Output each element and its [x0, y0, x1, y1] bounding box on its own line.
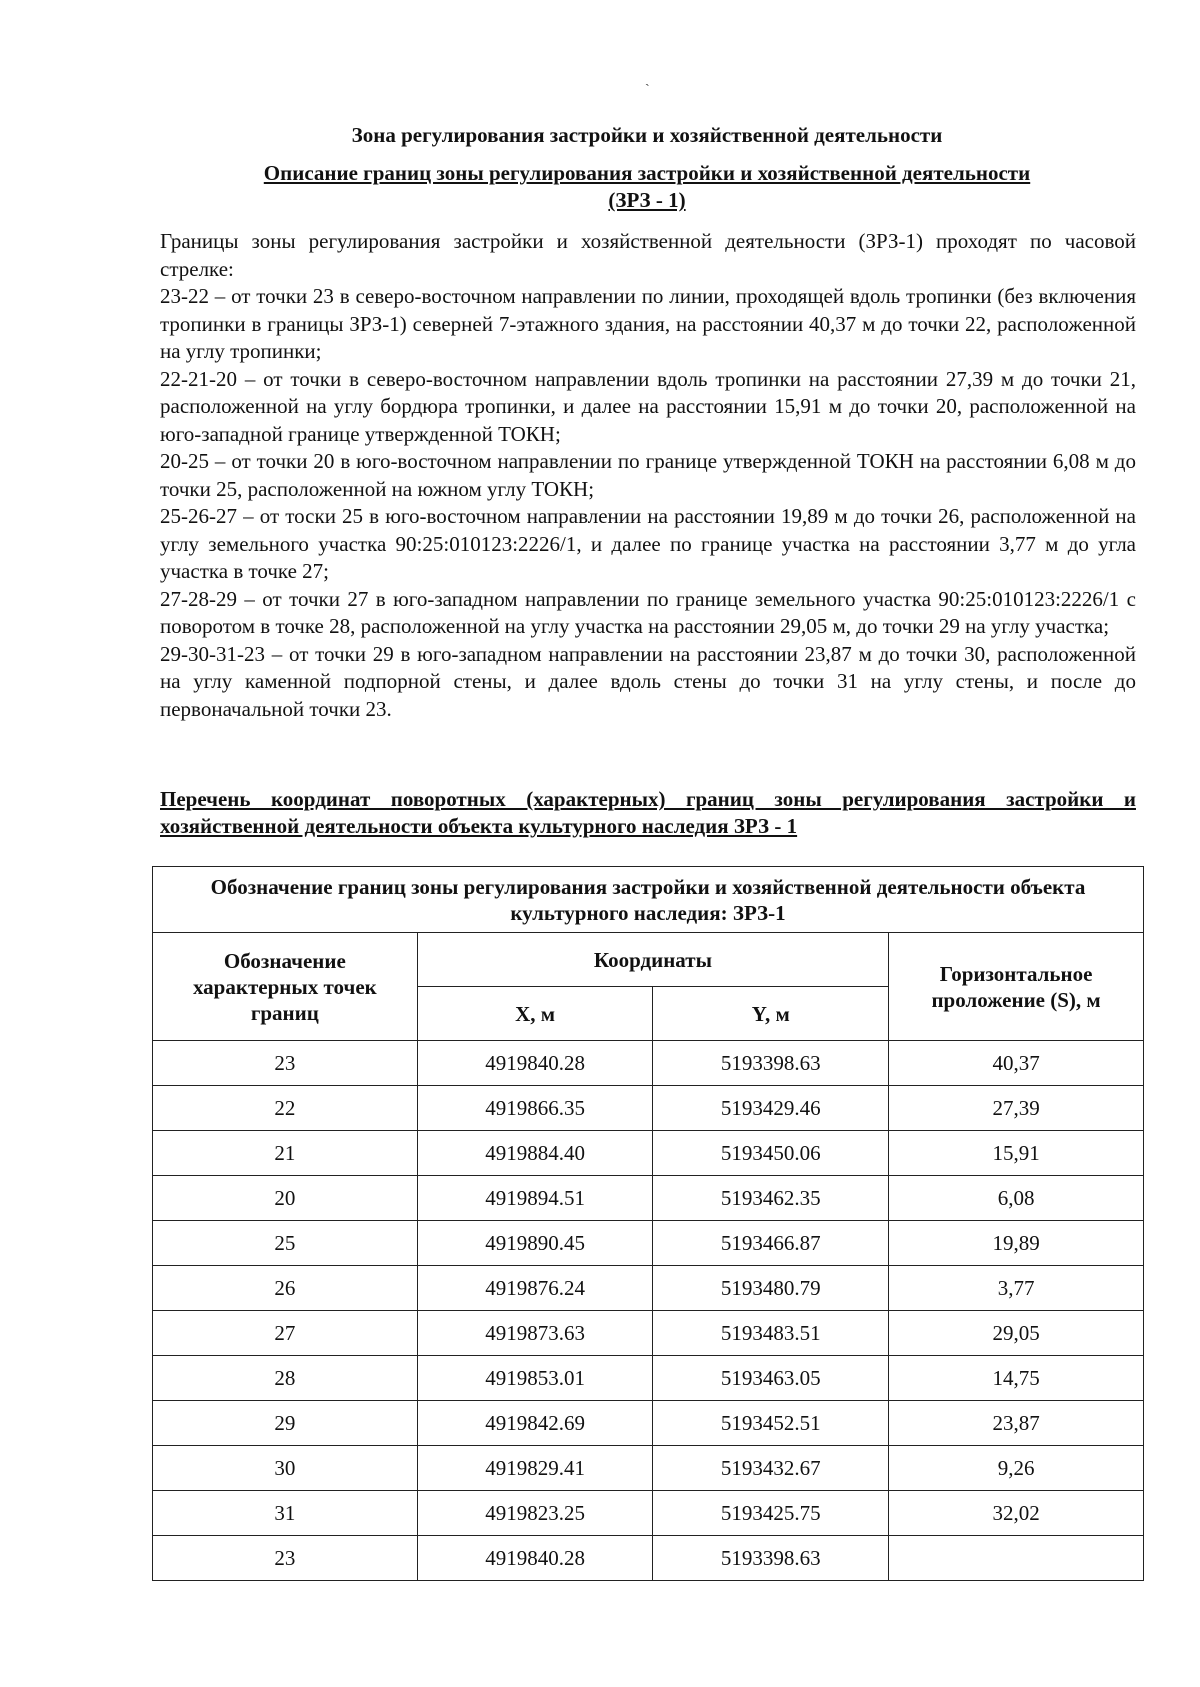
- cell-x: 4919890.45: [417, 1221, 653, 1266]
- cell-y: 5193450.06: [653, 1131, 889, 1176]
- cell-point: 25: [153, 1221, 418, 1266]
- cell-point: 23: [153, 1041, 418, 1086]
- cell-y: 5193432.67: [653, 1446, 889, 1491]
- paragraph-segment-25-26-27: 25-26-27 – от тоски 25 в юго-восточном направлении на расстоянии 19,89 м до точки 26, расположенной на углу земельного участка 90:25:010123:2226/1, и далее по границе участка на расстоянии 3,77 м до угла участка в точке 27;: [160, 504, 1136, 583]
- cell-x: 4919876.24: [417, 1266, 653, 1311]
- cell-point: 28: [153, 1356, 418, 1401]
- header-horizontal-distance: Горизонтальное проложение (S), м: [889, 933, 1144, 1041]
- cell-distance: [889, 1536, 1144, 1581]
- cell-distance: 15,91: [889, 1131, 1144, 1176]
- page-title: Зона регулирования застройки и хозяйственной деятельности: [351, 123, 943, 147]
- coordinates-table: [152, 866, 1144, 1581]
- table-row: [153, 1536, 1144, 1581]
- table-row: [153, 1221, 1144, 1266]
- cell-point: 31: [153, 1491, 418, 1536]
- header-point: Обозначение характерных точек границ: [153, 933, 418, 1041]
- page-mark: ˏ: [645, 72, 650, 87]
- cell-distance: 19,89: [889, 1221, 1144, 1266]
- paragraph-segment-20-25: 20-25 – от точки 20 в юго-восточном направлении по границе утвержденной ТОКН на расстоянии 6,08 м до точки 25, расположенной на южном углу ТОКН;: [160, 449, 1136, 501]
- cell-x: 4919894.51: [417, 1176, 653, 1221]
- cell-x: 4919842.69: [417, 1401, 653, 1446]
- cell-distance: 3,77: [889, 1266, 1144, 1311]
- subtitle-line-2: (ЗРЗ - 1): [608, 188, 686, 212]
- cell-y: 5193452.51: [653, 1401, 889, 1446]
- cell-point: 30: [153, 1446, 418, 1491]
- cell-point: 23: [153, 1536, 418, 1581]
- cell-y: 5193429.46: [653, 1086, 889, 1131]
- cell-y: 5193425.75: [653, 1491, 889, 1536]
- cell-x: 4919866.35: [417, 1086, 653, 1131]
- cell-point: 29: [153, 1401, 418, 1446]
- table-row: [153, 1041, 1144, 1086]
- paragraph-segment-29-30-31-23: 29-30-31-23 – от точки 29 в юго-западном направлении на расстоянии 23,87 м до точки 30, расположенной на углу каменной подпорной стены, и далее вдоль стены до точки 31 на углу стены, и после до первоначальной точки 23.: [160, 641, 1136, 721]
- cell-distance: 27,39: [889, 1086, 1144, 1131]
- cell-distance: 23,87: [889, 1401, 1144, 1446]
- paragraph-segment-22-21-20: 22-21-20 – от точки в северо-восточном направлении вдоль тропинки на расстоянии 27,39 м до точки 21, расположенной на углу бордюра тропинки, и далее на расстоянии 15,91 м до точки 20, расположенной на юго-западной границе утвержденной ТОКН;: [160, 366, 1136, 446]
- cell-point: 20: [153, 1176, 418, 1221]
- cell-y: 5193398.63: [653, 1041, 889, 1086]
- cell-distance: 6,08: [889, 1176, 1144, 1221]
- cell-x: 4919840.28: [417, 1041, 653, 1086]
- header-coordinates: Координаты: [417, 933, 888, 987]
- cell-point: 22: [153, 1086, 418, 1131]
- cell-distance: 29,05: [889, 1311, 1144, 1356]
- paragraph-intro: Границы зоны регулирования застройки и хозяйственной деятельности (ЗРЗ-1) проходят по часовой стрелке:: [160, 229, 1136, 281]
- paragraph-segment-23-22: 23-22 – от точки 23 в северо-восточном направлении по линии, проходящей вдоль тропинки (без включения тропинки в границы ЗРЗ-1) северней 7-этажного здания, на расстоянии 40,37 м до точки 22, расположенной на углу тропинки;: [160, 284, 1136, 363]
- coordinates-list-title: Перечень координат поворотных (характерных) границ зоны регулирования застройки и хозяйственной деятельности объекта культурного наследия ЗРЗ - 1: [160, 787, 1136, 838]
- cell-x: 4919853.01: [417, 1356, 653, 1401]
- cell-y: 5193463.05: [653, 1356, 889, 1401]
- cell-distance: 14,75: [889, 1356, 1144, 1401]
- cell-x: 4919840.28: [417, 1536, 653, 1581]
- header-y: Y, м: [653, 987, 889, 1041]
- table-caption: Обозначение границ зоны регулирования застройки и хозяйственной деятельности объекта культурного наследия: ЗРЗ-1: [153, 867, 1144, 933]
- table-row: [153, 1266, 1144, 1311]
- cell-distance: 32,02: [889, 1491, 1144, 1536]
- cell-x: 4919829.41: [417, 1446, 653, 1491]
- cell-point: 27: [153, 1311, 418, 1356]
- cell-distance: 40,37: [889, 1041, 1144, 1086]
- cell-y: 5193398.63: [653, 1536, 889, 1581]
- boundary-description: [160, 228, 1136, 723]
- cell-x: 4919823.25: [417, 1491, 653, 1536]
- cell-point: 26: [153, 1266, 418, 1311]
- table-row: [153, 1176, 1144, 1221]
- cell-distance: 9,26: [889, 1446, 1144, 1491]
- paragraph-segment-27-28-29: 27-28-29 – от точки 27 в юго-западном направлении по границе земельного участка 90:25:010123:2226/1 с поворотом в точке 28, расположенной на углу участка на расстоянии 29,05 м, до точки 29 на углу участка;: [160, 586, 1136, 638]
- table-row: [153, 1401, 1144, 1446]
- cell-y: 5193483.51: [653, 1311, 889, 1356]
- table-row: [153, 1491, 1144, 1536]
- cell-x: 4919884.40: [417, 1131, 653, 1176]
- cell-y: 5193480.79: [653, 1266, 889, 1311]
- header-x: X, м: [417, 987, 653, 1041]
- table-row: [153, 1356, 1144, 1401]
- table-row: [153, 1446, 1144, 1491]
- cell-y: 5193466.87: [653, 1221, 889, 1266]
- cell-y: 5193462.35: [653, 1176, 889, 1221]
- table-row: [153, 1311, 1144, 1356]
- cell-point: 21: [153, 1131, 418, 1176]
- section-subtitle: [152, 160, 1142, 214]
- table-row: [153, 1086, 1144, 1131]
- table-row: [153, 1131, 1144, 1176]
- cell-x: 4919873.63: [417, 1311, 653, 1356]
- subtitle-line-1: Описание границ зоны регулирования застройки и хозяйственной деятельности: [263, 161, 1031, 185]
